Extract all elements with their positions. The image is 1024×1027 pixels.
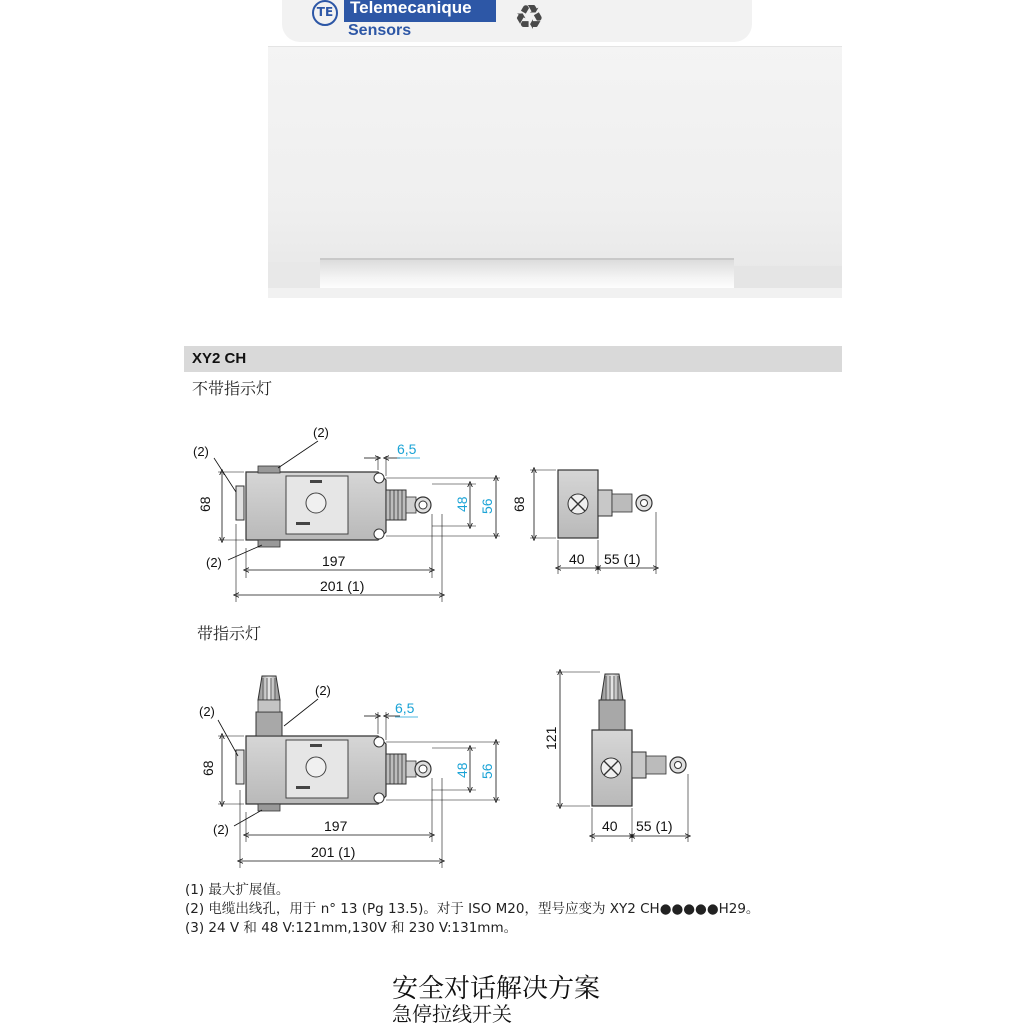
section-title: XY2 CH xyxy=(192,350,247,367)
front-view-with-lamp xyxy=(199,676,500,868)
dim-side-height-68: 68 xyxy=(511,496,527,512)
caption-subtitle: 急停拉线开关 xyxy=(392,1002,512,1026)
dim-side-depth-40-2: 40 xyxy=(602,818,618,834)
caption-title: 安全对话解决方案 xyxy=(392,974,601,1004)
side-spring xyxy=(612,494,632,512)
dim-height-68-2: 68 xyxy=(200,760,216,776)
dim-length-201: 201 (1) xyxy=(320,578,365,594)
ref-label-gland-bottom-2: (2) xyxy=(213,822,229,837)
ref-label-gland-top-2: (2) xyxy=(315,683,331,698)
front-view-no-lamp xyxy=(193,425,500,602)
dim-roller-48-2: 48 xyxy=(454,762,470,778)
lamp-icon xyxy=(258,676,280,700)
lamp-collar xyxy=(258,700,280,712)
dim-side-ext-55-2: 55 (1) xyxy=(636,818,673,834)
dim-length-197-2: 197 xyxy=(324,818,348,834)
dim-offset-6-5-2: 6,5 xyxy=(395,700,415,716)
dim-length-197: 197 xyxy=(322,553,346,569)
spring-housing xyxy=(386,490,406,520)
cover-slot xyxy=(310,480,322,483)
cover-slot-3 xyxy=(310,744,322,747)
dim-roller-56-2: 56 xyxy=(479,763,495,779)
dim-length-201-2: 201 (1) xyxy=(311,844,356,860)
dim-offset-6-5: 6,5 xyxy=(397,441,417,457)
dim-side-height-121: 121 xyxy=(543,726,559,750)
spring-housing-2 xyxy=(386,754,406,784)
bottom-gland xyxy=(258,540,280,547)
brand-subtitle: Sensors xyxy=(348,22,412,39)
side-view-no-lamp xyxy=(511,470,656,574)
footnote-3: (3) 24 V 和 48 V:121mm,130V 和 230 V:131mm。 xyxy=(185,920,518,936)
variant-with-lamp-heading: 带指示灯 xyxy=(197,624,262,643)
dim-roller-48: 48 xyxy=(454,496,470,512)
footnote-2: (2) 电缆出线孔，用于 n° 13 (Pg 13.5)。对于 ISO M20，型号应变为 XY2 CH●●●●●H29。 xyxy=(185,901,760,917)
mount-hole-bottom xyxy=(374,529,384,539)
pull-ring-hole-2 xyxy=(419,765,427,773)
brand-name: Telemecanique xyxy=(344,0,496,22)
side-pull-ring-hole xyxy=(641,500,648,507)
side-lamp-base xyxy=(599,700,625,730)
mount-hole-bottom-2 xyxy=(374,793,384,803)
dim-side-ext-55: 55 (1) xyxy=(604,551,641,567)
side-view-with-lamp xyxy=(543,672,688,842)
dim-roller-56: 56 xyxy=(479,498,495,514)
dim-height-68: 68 xyxy=(197,496,213,512)
footnotes xyxy=(185,881,759,938)
top-gland xyxy=(258,466,280,473)
mount-hole-top-2 xyxy=(374,737,384,747)
recycle-icon: ♻ xyxy=(514,0,545,38)
telemecanique-logo-icon: TE xyxy=(312,0,338,26)
ref-label-gland-left-2: (2) xyxy=(199,704,215,719)
side-housing-2 xyxy=(632,752,646,778)
cover-slot-4 xyxy=(296,786,310,789)
ref-label-gland-top: (2) xyxy=(313,425,329,440)
side-lamp-icon xyxy=(601,674,623,700)
side-housing xyxy=(598,490,612,516)
lamp-base xyxy=(256,712,282,736)
cover-slot-2 xyxy=(296,522,310,525)
side-spring-2 xyxy=(646,756,666,774)
mount-hole-top xyxy=(374,473,384,483)
variant-no-lamp-heading: 不带指示灯 xyxy=(192,379,273,398)
ref-label-gland-bottom: (2) xyxy=(206,555,222,570)
cable-gland-left xyxy=(236,486,244,520)
cover-screw-2 xyxy=(306,757,326,777)
pull-ring-hole xyxy=(419,501,427,509)
ref-label-gland-left: (2) xyxy=(193,444,209,459)
cover-screw xyxy=(306,493,326,513)
footnote-1: (1) 最大扩展值。 xyxy=(185,882,290,898)
side-pull-ring-hole-2 xyxy=(675,762,682,769)
dim-side-depth-40: 40 xyxy=(569,551,585,567)
